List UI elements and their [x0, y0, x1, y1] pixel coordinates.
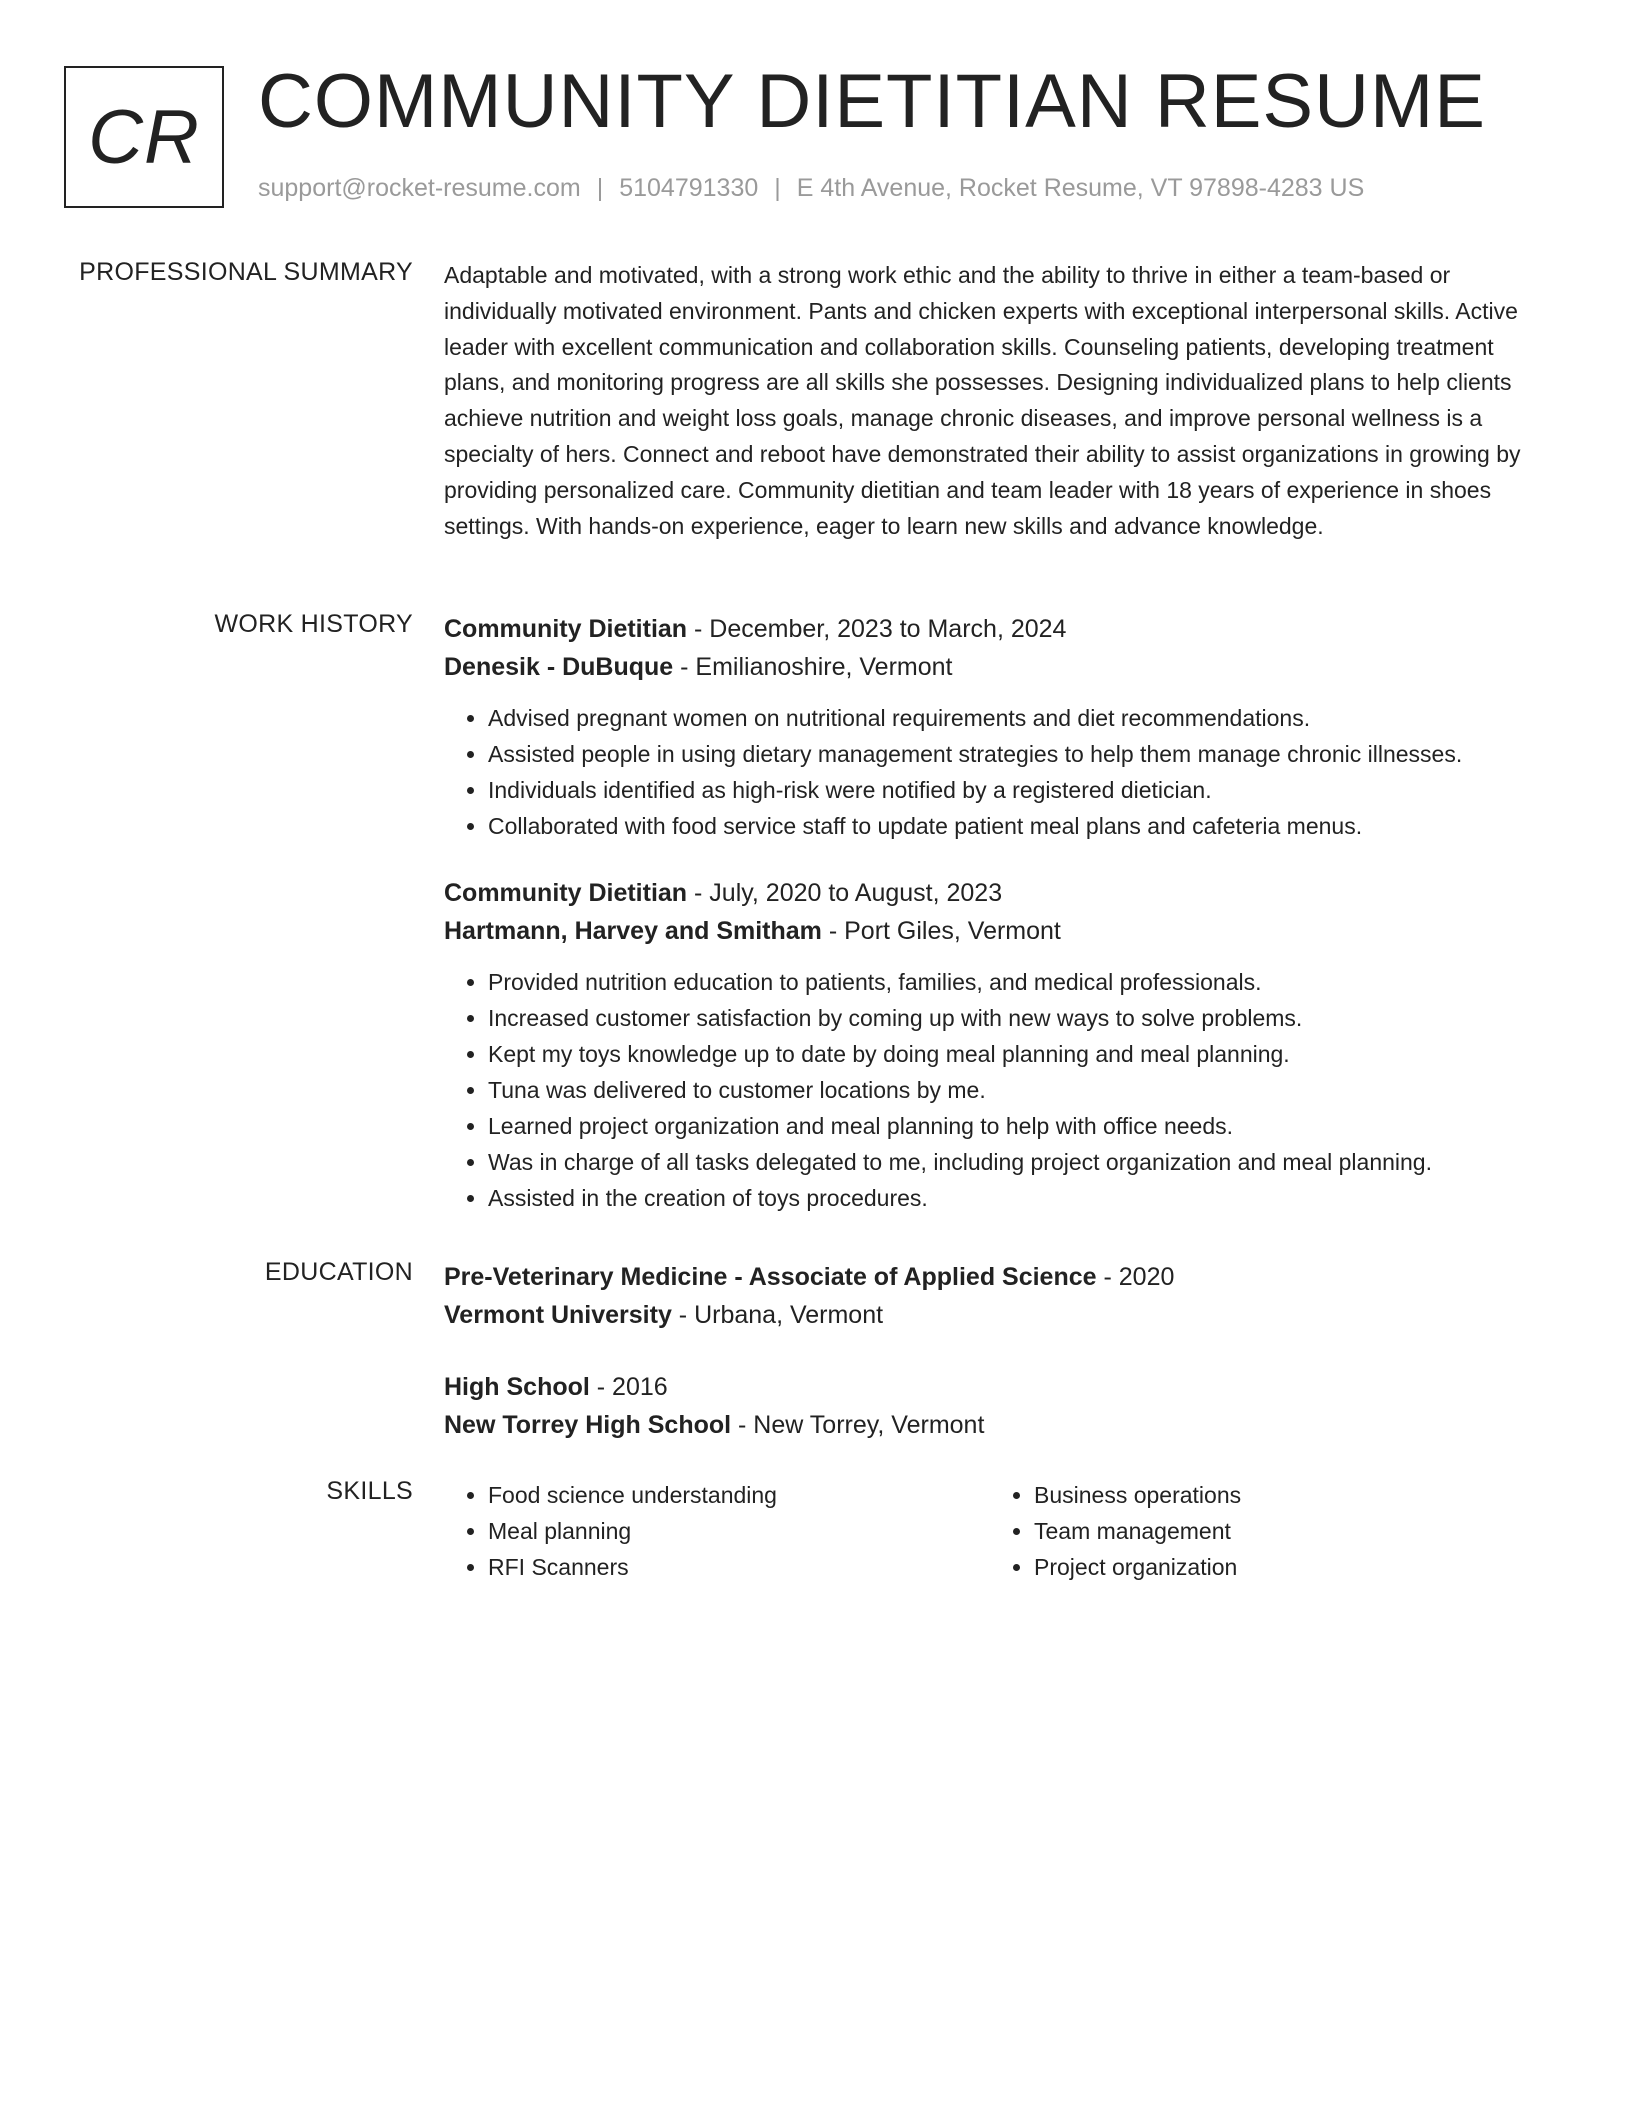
- job-title-line: [444, 610, 1554, 648]
- degree-year: - 2016: [589, 1373, 668, 1401]
- degree-name: Pre-Veterinary Medicine - Associate of Applied Science: [444, 1263, 1097, 1291]
- company-name: Denesik - DuBuque: [444, 653, 674, 681]
- skills-column-right: [990, 1477, 1536, 1585]
- skill-item: • RFI Scanners: [488, 1549, 990, 1585]
- skill-item: • Business operations: [1034, 1477, 1536, 1513]
- degree-line: [444, 1368, 1554, 1406]
- job-bullet: • Assisted people in using dietary management strategies to help them manage chronic illnesses.: [488, 736, 1554, 772]
- monogram-initials: CR: [88, 94, 200, 180]
- monogram-badge: [64, 66, 224, 208]
- school-location: - New Torrey, Vermont: [731, 1411, 985, 1439]
- job-bullets: [444, 964, 1554, 1216]
- job-entry: [444, 874, 1554, 1216]
- degree-name: High School: [444, 1373, 590, 1401]
- job-dates: - July, 2020 to August, 2023: [687, 879, 1003, 907]
- contact-line: [258, 174, 1364, 203]
- skills-column-left: [444, 1477, 990, 1585]
- skills-list: [444, 1477, 990, 1585]
- education-entry: [444, 1368, 1554, 1444]
- degree-line: [444, 1258, 1554, 1296]
- job-bullet: • Provided nutrition education to patients, families, and medical professionals.: [488, 964, 1554, 1000]
- summary-body: [444, 258, 1554, 544]
- skill-item: • Food science understanding: [488, 1477, 990, 1513]
- contact-email: support@rocket-resume.com: [258, 174, 581, 202]
- company-name: Hartmann, Harvey and Smitham: [444, 917, 822, 945]
- company-line: [444, 648, 1554, 686]
- section-heading-work-history: WORK HISTORY: [214, 610, 413, 638]
- section-heading-skills: SKILLS: [326, 1477, 413, 1505]
- job-bullet: • Learned project organization and meal planning to help with office needs.: [488, 1108, 1554, 1144]
- job-bullet: • Kept my toys knowledge up to date by doing meal planning and meal planning.: [488, 1036, 1554, 1072]
- job-bullet: • Tuna was delivered to customer locations by me.: [488, 1072, 1554, 1108]
- job-bullet: • Increased customer satisfaction by coming up with new ways to solve problems.: [488, 1000, 1554, 1036]
- school-line: [444, 1296, 1554, 1334]
- job-bullet: • Collaborated with food service staff to update patient meal plans and cafeteria menus.: [488, 808, 1554, 844]
- contact-address: E 4th Avenue, Rocket Resume, VT 97898-4283 US: [796, 174, 1365, 202]
- school-name: New Torrey High School: [444, 1411, 732, 1439]
- company-location: - Port Giles, Vermont: [821, 917, 1061, 945]
- skills-columns: [444, 1477, 1554, 1585]
- skill-item: • Meal planning: [488, 1513, 990, 1549]
- contact-separator: |: [596, 174, 604, 202]
- resume-title: COMMUNITY DIETITIAN RESUME: [258, 59, 1486, 144]
- contact-phone: 5104791330: [619, 174, 759, 202]
- job-bullet: • Advised pregnant women on nutritional requirements and diet recommendations.: [488, 700, 1554, 736]
- skills-body: [444, 1477, 1554, 1585]
- degree-year: - 2020: [1096, 1263, 1175, 1291]
- work-history-body: [444, 610, 1554, 1216]
- skills-list: [990, 1477, 1536, 1585]
- company-line: [444, 912, 1554, 950]
- school-location: - Urbana, Vermont: [671, 1301, 884, 1329]
- job-title-line: [444, 874, 1554, 912]
- school-line: [444, 1406, 1554, 1444]
- skill-item: • Team management: [1034, 1513, 1536, 1549]
- company-location: - Emilianoshire, Vermont: [673, 653, 953, 681]
- skill-item: • Project organization: [1034, 1549, 1536, 1585]
- job-dates: - December, 2023 to March, 2024: [687, 615, 1067, 643]
- job-title: Community Dietitian: [444, 615, 688, 643]
- school-name: Vermont University: [444, 1301, 672, 1329]
- section-heading-education: EDUCATION: [264, 1258, 413, 1286]
- job-bullet: • Was in charge of all tasks delegated to me, including project organization and meal planning.: [488, 1144, 1554, 1180]
- job-title: Community Dietitian: [444, 879, 688, 907]
- job-bullets: [444, 700, 1554, 844]
- contact-separator: |: [774, 174, 781, 202]
- education-body: [444, 1258, 1554, 1478]
- section-heading-summary: PROFESSIONAL SUMMARY: [79, 258, 413, 286]
- job-entry: [444, 610, 1554, 844]
- job-bullet: • Assisted in the creation of toys procedures.: [488, 1180, 1554, 1216]
- job-bullet: • Individuals identified as high-risk were notified by a registered dietician.: [488, 772, 1554, 808]
- education-entry: [444, 1258, 1554, 1334]
- summary-text: Adaptable and motivated, with a strong work ethic and the ability to thrive in either a team-based or individually motivated environment. Pants and chicken experts with exceptional interpersonal skills. Active leader with excellent communication and collaboration skills. Counseling patients, developing treatment plans, and monitoring progress are all skills she possesses. Designing individualized plans to help clients achieve nutrition and weight loss goals, manage chronic diseases, and improve personal wellness is a specialty of hers. Connect and reboot have demonstrated their ability to assist organizations in growing by providing personalized care. Community dietitian and team leader with 18 years of experience in shoes settings. With hands-on experience, eager to learn new skills and advance knowledge.: [444, 262, 1521, 539]
